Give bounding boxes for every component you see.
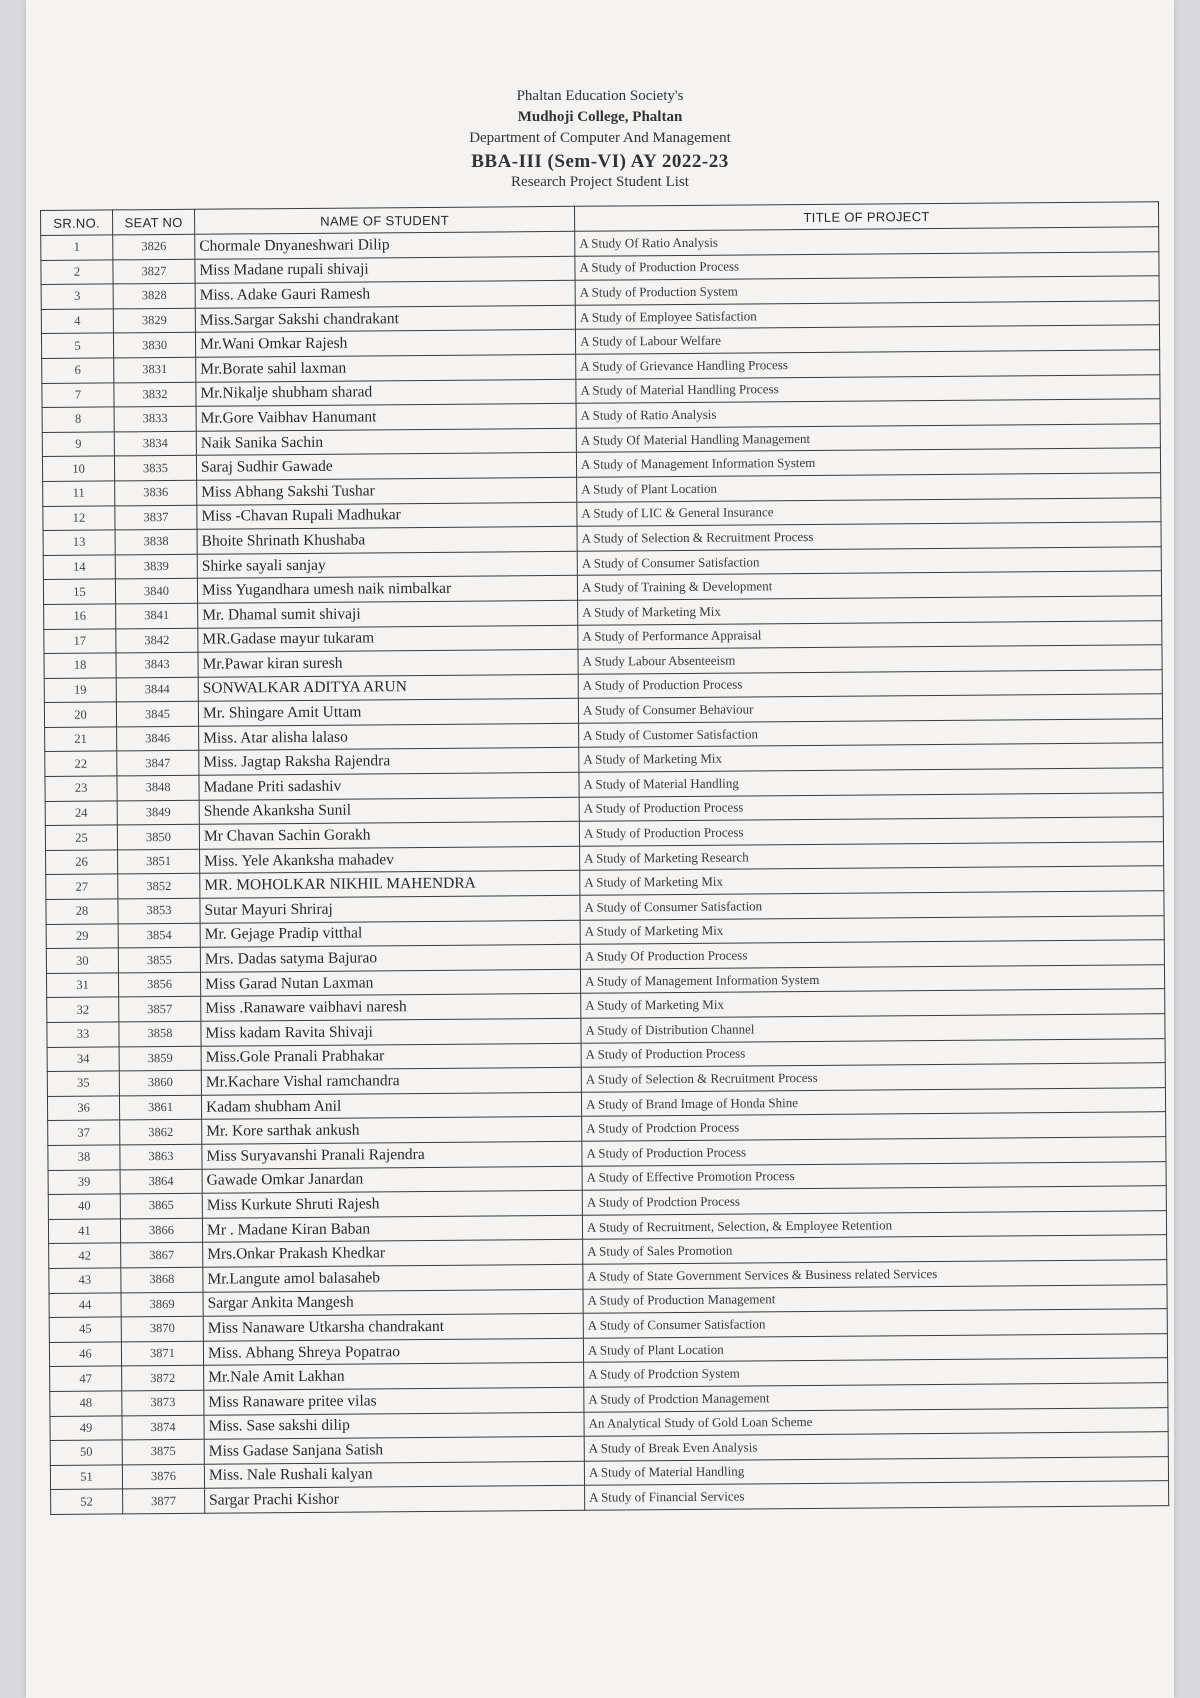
sr-no-cell: 42 (49, 1243, 121, 1268)
sr-no-cell: 29 (46, 924, 118, 949)
sr-no-cell: 43 (49, 1268, 121, 1293)
student-name-cell: Miss. Abhang Shreya Popatrao (203, 1338, 583, 1366)
seat-no-cell: 3833 (114, 406, 196, 431)
project-title-cell: A Study of LIC & General Insurance (577, 497, 1161, 526)
student-name-cell: Sutar Mayuri Shriraj (200, 895, 580, 923)
department-name: Department of Computer And Management (469, 130, 731, 146)
project-title-cell: A Study of Production Process (581, 1038, 1165, 1067)
sr-no-cell: 32 (47, 997, 119, 1022)
project-title-cell: A Study of State Government Services & Business related Services (583, 1260, 1167, 1289)
seat-no-cell: 3838 (115, 529, 197, 554)
student-project-table (40, 201, 1169, 1515)
student-name-cell: Mr. Shingare Amit Uttam (198, 699, 578, 727)
project-title-cell: A Study of Marketing Research (580, 842, 1164, 871)
project-title-cell: A Study of Material Handling Process (576, 374, 1160, 403)
seat-no-cell: 3861 (119, 1095, 201, 1120)
sr-no-cell: 31 (46, 973, 118, 998)
project-title-cell: A Study of Management Information System (576, 448, 1160, 477)
project-title-cell: A Study of Production Process (579, 792, 1163, 821)
sr-no-cell: 10 (42, 456, 114, 481)
sr-no-cell: 36 (47, 1096, 119, 1121)
sr-no-cell: 18 (44, 653, 116, 678)
project-title-cell: A Study of Production Process (582, 1137, 1166, 1166)
student-name-cell: Miss. Sase sakshi dilip (204, 1412, 584, 1440)
sr-no-cell: 37 (48, 1120, 120, 1145)
sr-no-cell: 12 (43, 505, 115, 530)
project-title-cell: A Study of Marketing Mix (578, 596, 1162, 625)
sr-no-cell: 38 (48, 1145, 120, 1170)
student-name-cell: Shende Akanksha Sunil (199, 797, 579, 825)
student-name-cell: Mr Chavan Sachin Gorakh (199, 822, 579, 850)
sr-no-cell: 14 (43, 555, 115, 580)
seat-no-cell: 3834 (114, 431, 196, 456)
sr-no-cell: 39 (48, 1169, 120, 1194)
sr-no-cell: 17 (44, 628, 116, 653)
sr-no-cell: 22 (45, 751, 117, 776)
project-title-cell: A Study of Marketing Mix (580, 915, 1164, 944)
sr-no-cell: 11 (43, 481, 115, 506)
student-name-cell: Miss Garad Nutan Laxman (200, 969, 580, 997)
column-header-sr-no: SR.NO. (41, 210, 113, 236)
seat-no-cell: 3874 (122, 1415, 204, 1440)
seat-no-cell: 3868 (121, 1267, 203, 1292)
sr-no-cell: 24 (45, 801, 117, 826)
project-title-cell: A Study of Financial Services (585, 1481, 1169, 1510)
sr-no-cell: 47 (50, 1366, 122, 1391)
society-name: Phaltan Education Society's (516, 88, 684, 104)
project-title-cell: A Study of Prodction System (584, 1358, 1168, 1387)
sr-no-cell: 28 (46, 899, 118, 924)
seat-no-cell: 3855 (118, 947, 200, 972)
seat-no-cell: 3840 (115, 579, 197, 604)
sr-no-cell: 41 (48, 1219, 120, 1244)
seat-no-cell: 3849 (117, 800, 199, 825)
seat-no-cell: 3853 (118, 898, 200, 923)
project-title-cell: A Study of Production System (575, 276, 1159, 305)
student-name-cell: Mr.Kachare Vishal ramchandra (201, 1067, 581, 1095)
student-name-cell: Mr. Gejage Pradip vitthal (200, 920, 580, 948)
project-title-cell: A Study of Plant Location (577, 473, 1161, 502)
student-name-cell: Miss Abhang Sakshi Tushar (197, 477, 577, 505)
sr-no-cell: 5 (41, 333, 113, 358)
student-name-cell: Chormale Dnyaneshwari Dilip (195, 231, 575, 259)
project-title-cell: A Study of Selection & Recruitment Process (577, 522, 1161, 551)
student-name-cell: Miss Madane rupali shivaji (195, 256, 575, 284)
sr-no-cell: 51 (50, 1465, 122, 1490)
project-title-cell: A Study of Marketing Mix (580, 866, 1164, 895)
seat-no-cell: 3826 (113, 234, 195, 259)
student-name-cell: Mr. Dhamal sumit shivaji (198, 600, 578, 628)
project-title-cell: A Study Labour Absenteeism (578, 645, 1162, 674)
sr-no-cell: 27 (46, 874, 118, 899)
seat-no-cell: 3857 (119, 997, 201, 1022)
student-name-cell: Mr.Langute amol balasaheb (203, 1264, 583, 1292)
college-name: Mudhoji College, Phaltan (517, 109, 683, 125)
student-name-cell: Miss. Jagtap Raksha Rajendra (199, 748, 579, 776)
student-name-cell: Mrs. Dadas satyma Bajurao (200, 944, 580, 972)
student-name-cell: Miss -Chavan Rupali Madhukar (197, 502, 577, 530)
project-title-cell: A Study of Consumer Satisfaction (580, 891, 1164, 920)
student-name-cell: Mr. Kore sarthak ankush (202, 1117, 582, 1145)
student-name-cell: Gawade Omkar Janardan (202, 1166, 582, 1194)
sr-no-cell: 52 (51, 1489, 123, 1514)
seat-no-cell: 3876 (122, 1464, 204, 1489)
student-name-cell: Miss Yugandhara umesh naik nimbalkar (197, 576, 577, 604)
student-name-cell: Miss Nanaware Utkarsha chandrakant (203, 1313, 583, 1341)
project-title-cell: A Study of Production Process (575, 251, 1159, 280)
sr-no-cell: 44 (49, 1292, 121, 1317)
student-name-cell: Mrs.Onkar Prakash Khedkar (203, 1240, 583, 1268)
project-title-cell: A Study of Grievance Handling Process (576, 350, 1160, 379)
sr-no-cell: 33 (47, 1022, 119, 1047)
student-name-cell: Madane Priti sadashiv (199, 772, 579, 800)
seat-no-cell: 3830 (113, 333, 195, 358)
seat-no-cell: 3837 (115, 505, 197, 530)
student-name-cell: Miss. Atar alisha lalaso (199, 723, 579, 751)
student-name-cell: Miss .Ranaware vaibhavi naresh (201, 994, 581, 1022)
student-name-cell: Miss Kurkute Shruti Rajesh (202, 1190, 582, 1218)
seat-no-cell: 3850 (117, 825, 199, 850)
student-name-cell: Miss Ranaware pritee vilas (204, 1387, 584, 1415)
project-title-cell: A Study of Production Process (579, 817, 1163, 846)
project-title-cell: A Study of Performance Appraisal (578, 620, 1162, 649)
project-title-cell: A Study of Sales Promotion (583, 1235, 1167, 1264)
project-title-cell: A Study of Recruitment, Selection, & Employee Retention (582, 1210, 1166, 1239)
project-title-cell: A Study Of Material Handling Management (576, 423, 1160, 452)
seat-no-cell: 3846 (117, 726, 199, 751)
student-name-cell: Mr . Madane Kiran Baban (202, 1215, 582, 1243)
project-title-cell: A Study of Plant Location (583, 1333, 1167, 1362)
project-title-cell: A Study of Prodction Process (582, 1112, 1166, 1141)
seat-no-cell: 3873 (122, 1390, 204, 1415)
student-name-cell: MR. MOHOLKAR NIKHIL MAHENDRA (200, 871, 580, 899)
student-name-cell: Sargar Ankita Mangesh (203, 1289, 583, 1317)
project-title-cell: A Study Of Ratio Analysis (575, 227, 1159, 256)
project-title-cell: A Study of Employee Satisfaction (575, 300, 1159, 329)
sr-no-cell: 2 (41, 260, 113, 285)
project-title-cell: A Study of Brand Image of Honda Shine (581, 1087, 1165, 1116)
column-header-seat-no: SEAT NO (113, 209, 195, 235)
seat-no-cell: 3871 (121, 1341, 203, 1366)
seat-no-cell: 3827 (113, 259, 195, 284)
seat-no-cell: 3872 (122, 1366, 204, 1391)
project-title-cell: An Analytical Study of Gold Loan Scheme (584, 1407, 1168, 1436)
student-name-cell: Saraj Sudhir Gawade (196, 453, 576, 481)
seat-no-cell: 3847 (117, 751, 199, 776)
column-header-project-title: TITLE OF PROJECT (574, 202, 1158, 232)
student-name-cell: Miss. Nale Rushali kalyan (204, 1461, 584, 1489)
list-title: Research Project Student List (511, 174, 689, 190)
seat-no-cell: 3869 (121, 1292, 203, 1317)
sr-no-cell: 48 (50, 1391, 122, 1416)
seat-no-cell: 3842 (116, 628, 198, 653)
sr-no-cell: 46 (49, 1342, 121, 1367)
sr-no-cell: 20 (44, 702, 116, 727)
student-name-cell: Mr.Wani Omkar Rajesh (195, 330, 575, 358)
class-year: BBA-III (Sem-VI) AY 2022-23 (471, 151, 729, 172)
project-title-cell: A Study Of Production Process (580, 940, 1164, 969)
sr-no-cell: 23 (45, 776, 117, 801)
student-name-cell: Shirke sayali sanjay (197, 551, 577, 579)
project-title-cell: A Study of Distribution Channel (581, 1014, 1165, 1043)
seat-no-cell: 3862 (120, 1120, 202, 1145)
student-name-cell: Miss. Yele Akanksha mahadev (200, 846, 580, 874)
project-title-cell: A Study of Marketing Mix (581, 989, 1165, 1018)
student-name-cell: Miss.Sargar Sakshi chandrakant (195, 305, 575, 333)
seat-no-cell: 3852 (118, 874, 200, 899)
project-title-cell: A Study of Ratio Analysis (576, 399, 1160, 428)
document-page (26, 0, 1174, 1698)
project-title-cell: A Study of Consumer Satisfaction (577, 546, 1161, 575)
project-title-cell: A Study of Production Management (583, 1284, 1167, 1313)
project-title-cell: A Study of Material Handling (579, 768, 1163, 797)
sr-no-cell: 50 (50, 1440, 122, 1465)
sr-no-cell: 30 (46, 948, 118, 973)
sr-no-cell: 1 (41, 235, 113, 260)
student-name-cell: Sargar Prachi Kishor (205, 1486, 585, 1514)
project-title-cell: A Study of Training & Development (577, 571, 1161, 600)
sr-no-cell: 45 (49, 1317, 121, 1342)
seat-no-cell: 3867 (121, 1243, 203, 1268)
seat-no-cell: 3865 (120, 1193, 202, 1218)
student-name-cell: Naik Sanika Sachin (196, 428, 576, 456)
student-name-cell: MR.Gadase mayur tukaram (198, 625, 578, 653)
seat-no-cell: 3866 (120, 1218, 202, 1243)
seat-no-cell: 3835 (114, 456, 196, 481)
seat-no-cell: 3841 (116, 603, 198, 628)
student-name-cell: Mr.Borate sahil laxman (196, 354, 576, 382)
sr-no-cell: 19 (44, 678, 116, 703)
seat-no-cell: 3860 (119, 1070, 201, 1095)
sr-no-cell: 40 (48, 1194, 120, 1219)
student-name-cell: Mr.Gore Vaibhav Hanumant (196, 403, 576, 431)
student-name-cell: Miss Gadase Sanjana Satish (204, 1436, 584, 1464)
seat-no-cell: 3863 (120, 1144, 202, 1169)
seat-no-cell: 3839 (115, 554, 197, 579)
student-name-cell: Kadam shubham Anil (201, 1092, 581, 1120)
seat-no-cell: 3854 (118, 923, 200, 948)
seat-no-cell: 3856 (118, 972, 200, 997)
project-title-cell: A Study of Selection & Recruitment Process (581, 1063, 1165, 1092)
student-name-cell: Miss. Adake Gauri Ramesh (195, 280, 575, 308)
project-title-cell: A Study of Consumer Behaviour (578, 694, 1162, 723)
project-title-cell: A Study of Production Process (578, 669, 1162, 698)
seat-no-cell: 3848 (117, 775, 199, 800)
seat-no-cell: 3877 (123, 1489, 205, 1514)
seat-no-cell: 3858 (119, 1021, 201, 1046)
seat-no-cell: 3843 (116, 652, 198, 677)
sr-no-cell: 21 (45, 727, 117, 752)
seat-no-cell: 3870 (121, 1316, 203, 1341)
student-name-cell: SONWALKAR ADITYA ARUN (198, 674, 578, 702)
sr-no-cell: 8 (42, 407, 114, 432)
sr-no-cell: 7 (42, 382, 114, 407)
column-header-student-name: NAME OF STUDENT (194, 206, 574, 234)
sr-no-cell: 4 (41, 309, 113, 334)
sr-no-cell: 13 (43, 530, 115, 555)
sr-no-cell: 49 (50, 1415, 122, 1440)
seat-no-cell: 3875 (122, 1439, 204, 1464)
project-title-cell: A Study of Material Handling (584, 1456, 1168, 1485)
project-title-cell: A Study of Prodction Management (584, 1383, 1168, 1412)
student-name-cell: Bhoite Shrinath Khushaba (197, 526, 577, 554)
seat-no-cell: 3832 (114, 382, 196, 407)
sr-no-cell: 15 (43, 579, 115, 604)
document-header (26, 86, 1174, 193)
sr-no-cell: 16 (44, 604, 116, 629)
sr-no-cell: 35 (47, 1071, 119, 1096)
seat-no-cell: 3829 (113, 308, 195, 333)
project-title-cell: A Study of Customer Satisfaction (579, 719, 1163, 748)
student-name-cell: Mr.Pawar kiran suresh (198, 649, 578, 677)
sr-no-cell: 6 (42, 358, 114, 383)
seat-no-cell: 3845 (116, 702, 198, 727)
student-name-cell: Mr.Nale Amit Lakhan (204, 1363, 584, 1391)
project-title-cell: A Study of Consumer Satisfaction (583, 1309, 1167, 1338)
project-title-cell: A Study of Prodction Process (582, 1186, 1166, 1215)
seat-no-cell: 3864 (120, 1169, 202, 1194)
sr-no-cell: 9 (42, 432, 114, 457)
project-title-cell: A Study of Labour Welfare (575, 325, 1159, 354)
project-title-cell: A Study of Break Even Analysis (584, 1432, 1168, 1461)
table-body (41, 227, 1169, 1515)
student-name-cell: Miss.Gole Pranali Prabhakar (201, 1043, 581, 1071)
project-title-cell: A Study of Marketing Mix (579, 743, 1163, 772)
seat-no-cell: 3828 (113, 283, 195, 308)
student-name-cell: Miss kadam Ravita Shivaji (201, 1018, 581, 1046)
seat-no-cell: 3831 (114, 357, 196, 382)
sr-no-cell: 25 (45, 825, 117, 850)
project-title-cell: A Study of Effective Promotion Process (582, 1161, 1166, 1190)
seat-no-cell: 3859 (119, 1046, 201, 1071)
student-name-cell: Mr.Nikalje shubham sharad (196, 379, 576, 407)
project-title-cell: A Study of Management Information System (580, 965, 1164, 994)
seat-no-cell: 3851 (118, 849, 200, 874)
seat-no-cell: 3844 (116, 677, 198, 702)
sr-no-cell: 3 (41, 284, 113, 309)
sr-no-cell: 26 (46, 850, 118, 875)
sr-no-cell: 34 (47, 1046, 119, 1071)
seat-no-cell: 3836 (115, 480, 197, 505)
student-name-cell: Miss Suryavanshi Pranali Rajendra (202, 1141, 582, 1169)
